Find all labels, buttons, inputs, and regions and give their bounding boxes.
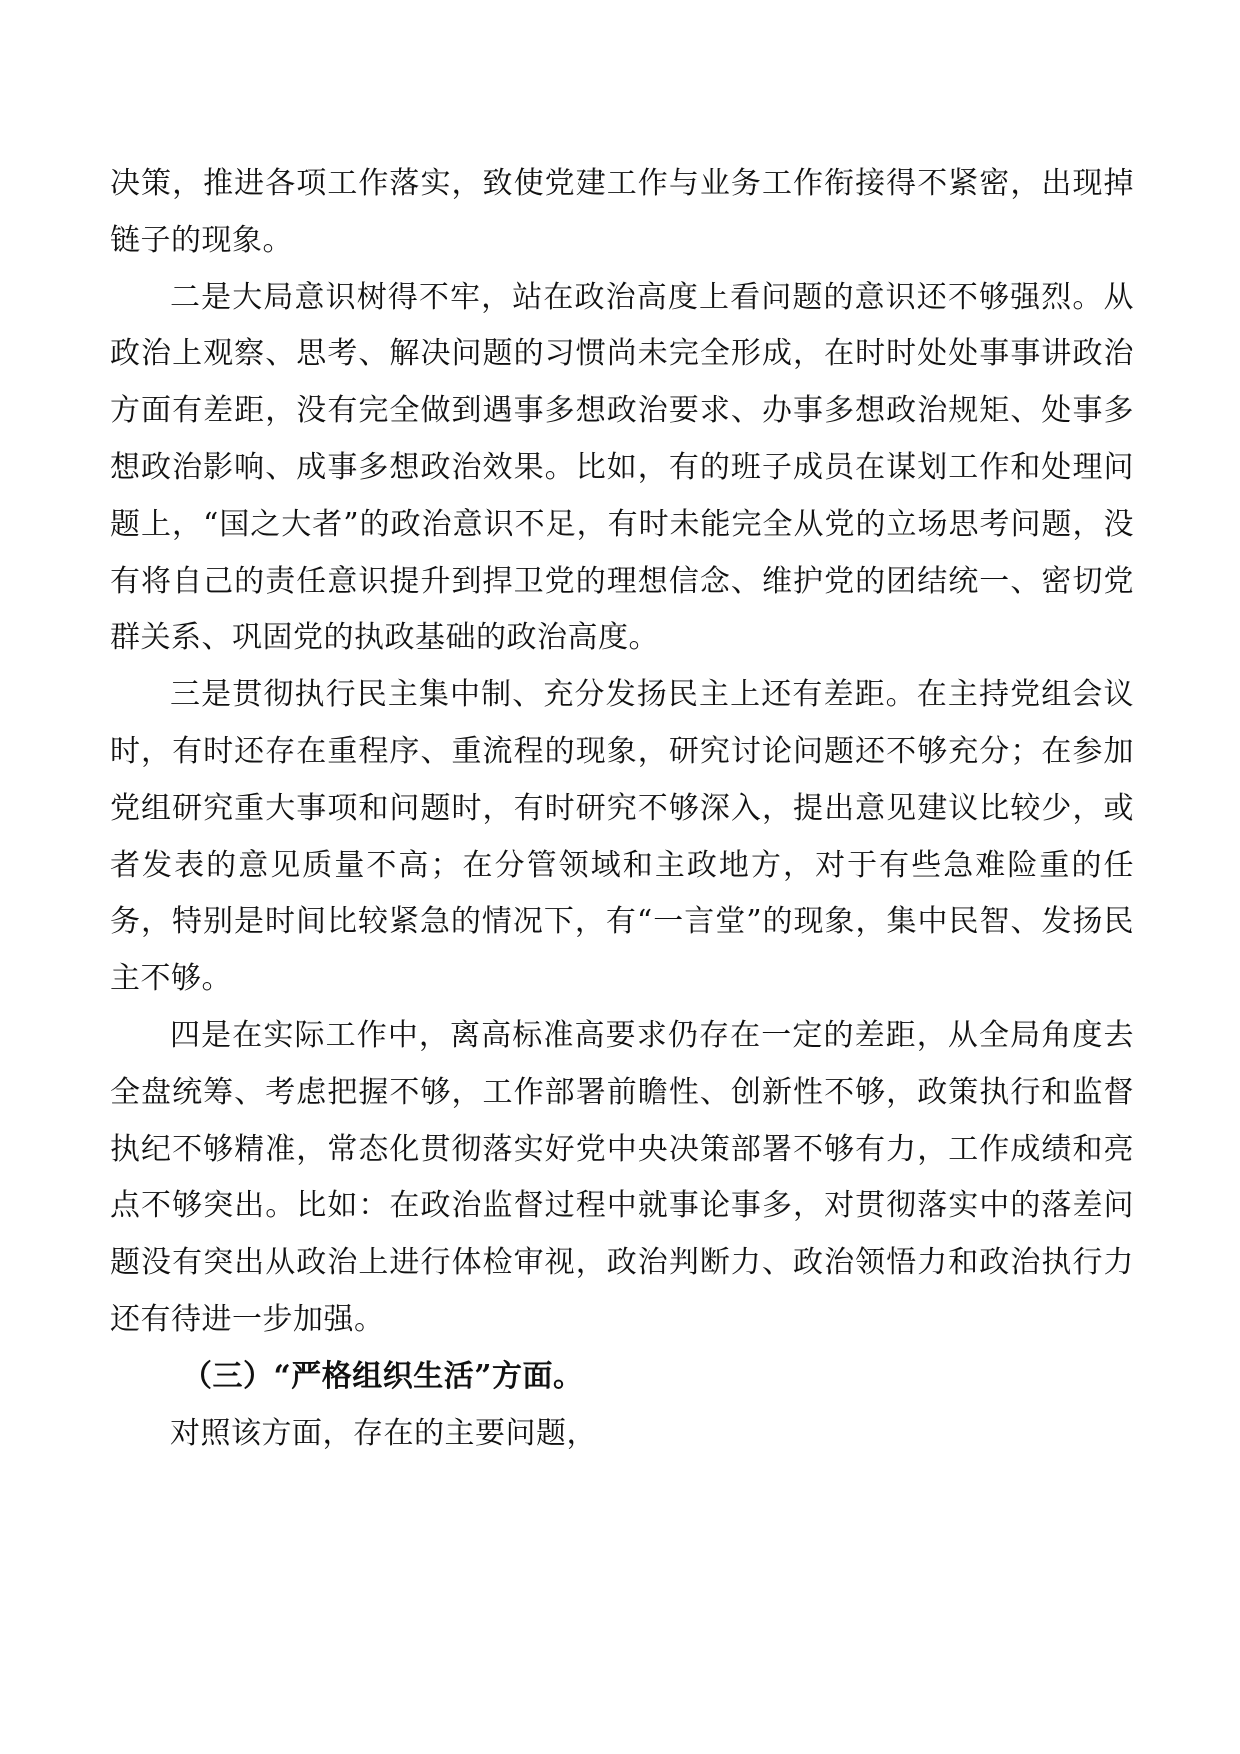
paragraph-section-intro: 对照该方面，存在的主要问题， (170, 1415, 597, 1451)
section-heading-three: （三）“严格组织生活”方面。 (182, 1358, 584, 1394)
document-body (110, 156, 1134, 1462)
paragraph-continuation: 决策，推进各项工作落实，致使党建工作与业务工作衔接得不紧密，出现掉链子的现象。 (110, 166, 1134, 258)
paragraph-point-three: 三是贯彻执行民主集中制、充分发扬民主上还有差距。在主持党组会议时，有时还存在重程序、重流程的现象，研究讨论问题还不够充分；在参加党组研究重大事项和问题时，有时研究不够深入，提出意见建议比较少，或者发表的意见质量不高；在分管领域和主政地方，对于有些急难险重的任务，特别是时间比较紧急的情况下，有“一言堂”的现象，集中民智、发扬民主不够。 (110, 677, 1134, 997)
paragraph-point-four: 四是在实际工作中，离高标准高要求仍存在一定的差距，从全局角度去全盘统筹、考虑把握不够，工作部署前瞻性、创新性不够，政策执行和监督执纪不够精准，常态化贯彻落实好党中央决策部署不够有力，工作成绩和亮点不够突出。比如：在政治监督过程中就事论事多，对贯彻落实中的落差问题没有突出从政治上进行体检审视，政治判断力、政治领悟力和政治执行力还有待进一步加强。 (110, 1017, 1134, 1337)
paragraph-point-two: 二是大局意识树得不牢，站在政治高度上看问题的意识还不够强烈。从政治上观察、思考、解决问题的习惯尚未完全形成，在时时处处事事讲政治方面有差距，没有完全做到遇事多想政治要求、办事多想政治规矩、处事多想政治影响、成事多想政治效果。比如，有的班子成员在谋划工作和处理问题上，“国之大者”的政治意识不足，有时未能完全从党的立场思考问题，没有将自己的责任意识提升到捍卫党的理想信念、维护党的团结统一、密切党群关系、巩固党的执政基础的政治高度。 (110, 279, 1134, 656)
